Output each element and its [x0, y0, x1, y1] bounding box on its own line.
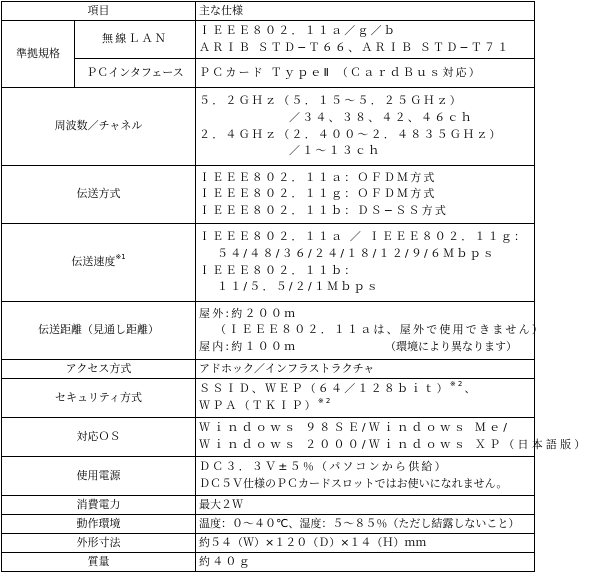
speed-label: [2, 224, 196, 302]
spec-table: [1, 1, 589, 572]
speed-line-4: １１/５．５/２/１Ｍｂｐｓ: [217, 280, 380, 294]
pc-interface-label: ＰＣインタフェース: [75, 59, 196, 88]
environment-value: 温度：０〜４０℃、湿度：５〜８５％（ただし結露しないこと）: [196, 515, 535, 534]
table-row: [2, 534, 535, 553]
distance-value: [196, 302, 545, 360]
speed-line-3: ＩＥＥＥ８０２．１１ｂ：: [199, 263, 358, 277]
compliance-label: 準拠規格: [2, 21, 75, 88]
security-line-1: ＳＳＩＤ、ＷＥＰ（６４／１２８ｂｉｔ）: [199, 382, 450, 396]
distance-line-3: 屋内:約１００ｍ: [199, 339, 298, 353]
table-row: [2, 360, 535, 379]
weight-value: 約４０ｇ: [196, 553, 535, 572]
power-value: [196, 457, 535, 496]
security-line-1-row: [199, 381, 531, 398]
distance-note: （環境により異なります）: [385, 339, 517, 353]
transmission-line-2: ＩＥＥＥ８０２．１１ｇ：ＯＦＤＭ方式: [199, 187, 437, 201]
table-row: [2, 553, 535, 572]
access-label: アクセス方式: [2, 360, 196, 379]
transmission-value: [196, 166, 535, 224]
security-line-1-tail: 、: [464, 382, 478, 396]
power-label: 使用電源: [2, 457, 196, 496]
security-line-2: ＷＰＡ（ＴＫＩＰ）: [199, 399, 318, 412]
table-row: [2, 457, 535, 496]
weight-label: 質量: [2, 553, 196, 572]
table-row: [2, 224, 535, 302]
table-row: [2, 515, 535, 534]
security-value: [196, 379, 535, 418]
security-note-2: ※2: [317, 397, 333, 405]
table-row: [2, 379, 535, 418]
frequency-line-4: ／１〜１３ｃｈ: [289, 144, 382, 158]
pc-interface-value: ＰＣカード ＴｙｐｅⅡ （ＣａｒｄＢｕｓ対応）: [196, 59, 535, 88]
table-row: [2, 2, 535, 21]
transmission-label: 伝送方式: [2, 166, 196, 224]
header-item: 項目: [2, 2, 196, 21]
table-row: [2, 496, 535, 515]
distance-line-3-row: [199, 339, 531, 356]
power-line-2: ＤＣ５Ｖ仕様のＰＣカードスロットではお使いになれません。: [199, 477, 508, 490]
access-value: アドホック／インフラストラクチャ: [196, 360, 535, 379]
table-row: [2, 302, 535, 360]
table-row: [2, 418, 535, 457]
os-value: [196, 418, 589, 457]
speed-line-2: ５４/４８/３６/２４/１８/１２/９/６Ｍｂｐｓ: [217, 246, 496, 260]
table-row: [2, 21, 535, 59]
security-line-2-row: [199, 398, 531, 415]
transmission-line-1: ＩＥＥＥ８０２．１１ａ：ＯＦＤＭ方式: [199, 170, 437, 184]
wireless-lan-label: 無線ＬＡＮ: [75, 21, 196, 59]
table-row: [2, 59, 535, 88]
speed-note-mark: ※1: [115, 253, 126, 262]
header-spec: 主な仕様: [196, 2, 535, 21]
frequency-value: [196, 88, 535, 166]
dimensions-value: 約５４（Ｗ）×１２０（Ｄ）×１４（Ｈ）ｍｍ: [196, 534, 535, 553]
speed-line-1: ＩＥＥＥ８０２．１１ａ ／ ＩＥＥＥ８０２．１１ｇ：: [199, 230, 528, 244]
power-line-1: ＤＣ３．３Ｖ±５％（パソコンから供給）: [199, 460, 448, 474]
distance-line-1: 屋外:約２００ｍ: [199, 306, 298, 320]
security-note-1: ※2: [449, 380, 465, 389]
wireless-lan-value: [196, 21, 535, 59]
table-row: [2, 88, 535, 166]
wireless-line-1: ＩＥＥＥ８０２．１１ａ／ｇ／ｂ: [199, 23, 397, 37]
consumption-value: 最大２Ｗ: [196, 496, 535, 515]
frequency-line-2: ／３４、３８、４２、４６ｃｈ: [289, 110, 474, 124]
dimensions-label: 外形寸法: [2, 534, 196, 553]
speed-value: [196, 224, 535, 302]
transmission-line-3: ＩＥＥＥ８０２．１１ｂ：ＤＳ−ＳＳ方式: [199, 203, 449, 217]
distance-line-2: （ＩＥＥＥ８０２．１１ａは、屋外で使用できません）: [215, 323, 545, 337]
os-line-1: Ｗｉｎｄｏｗｓ ９８ＳＥ/Ｗｉｎｄｏｗｓ Ｍｅ/: [199, 421, 511, 435]
frequency-label: 周波数／チャネル: [2, 88, 196, 166]
distance-label: 伝送距離（見通し距離）: [2, 302, 196, 360]
os-line-2: Ｗｉｎｄｏｗｓ ２０００/Ｗｉｎｄｏｗｓ ＸＰ（日本語版）: [199, 438, 589, 451]
os-label: 対応ＯＳ: [2, 418, 196, 457]
table-row: [2, 166, 535, 224]
speed-label-text: 伝送速度: [71, 255, 116, 269]
environment-label: 動作環境: [2, 515, 196, 534]
frequency-line-3: ２．４ＧＨｚ（２．４００〜２．４８３５ＧＨｚ）: [199, 127, 503, 141]
consumption-label: 消費電力: [2, 496, 196, 515]
wireless-line-2: ＡＲＩＢ ＳＴＤ−Ｔ６６、ＡＲＩＢ ＳＴＤ−Ｔ７１: [199, 40, 511, 54]
frequency-line-1: ５．２ＧＨｚ（５．１５〜５．２５ＧＨｚ）: [199, 94, 463, 108]
security-label: セキュリティ方式: [2, 379, 196, 418]
